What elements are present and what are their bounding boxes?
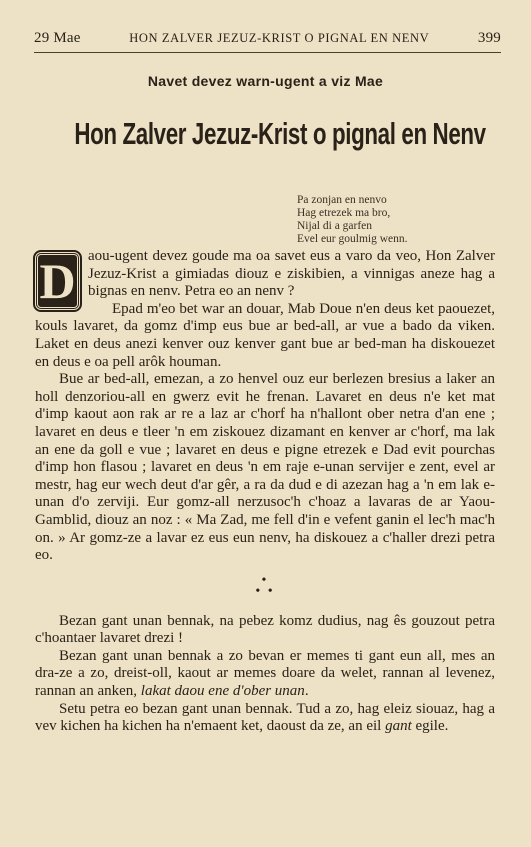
epigraph-line: Evel eur goulmig wenn. <box>297 233 408 245</box>
paragraph: Epad m'eo bet war an douar, Mab Doue n'en deus ket paouezet, kouls lavaret, da gomz d'imp eus bue ar bed-all, ar vue a bado da viken. Laket en deus anezi kenver ouz kenver gant bue ar bed-man ha diskouezet en deus e oa pell arôk houman. <box>35 300 495 370</box>
epigraph-line: Hag etrezek ma bro, <box>297 207 391 219</box>
dropcap-initial: D <box>35 252 80 310</box>
header-date: 29 Mae <box>34 30 81 46</box>
paragraph-text: aou-ugent devez goude ma oa savet eus a varo da veo, Hon Zalver Jezuz-Krist a gimiadas diouz e ziskibien, a vinnigas aneze hag a bignas en nenv. Petra eo an nenv ? <box>88 248 495 300</box>
paragraph: Bezan gant unan bennak a zo bevan er memes ti gant eun all, mes an dra-ze a zo, dreist-oll, kaout ar memes doare da welet, rannan al levenez, rannan an anken, lakat daou ene d'ober unan. <box>35 647 495 700</box>
epigraph-line: Nijal di a garfen <box>297 220 373 232</box>
running-header <box>34 30 501 53</box>
day-heading: Navet devez warn-ugent a viz Mae <box>147 73 384 89</box>
paragraph: Bue ar bed-all, emezan, a zo henvel ouz eur berlezen bresius a laker an holl denzoriou-all en gwerz evit he frenan. Lavaret en deus n'e ket mat d'imp kaout aon rak ar re a laz ar c'horf ha n'hallont ober netra d'an ene ; lavaret en deus e tleer 'n em ziskouez dizamant en kenver ar c'horf, ma lak an ene da goll e vue ; lavaret en deus e pigne etrezek e Dad evit pourchas d'imp hon flasou ; lavaret en deus 'n em raje e-unan servijer e zent, evel ar mestr, hag eur wech deut d'ar gêr, a ra da dud e di azezan hag a 'n em lak e-unan d'o zerviji. Eur gomz-all nerzusoc'h c'hoaz a lavaras de ar Yaou-Gamblid, diouz an noz : « Ma Zad, me fell d'in e vefent ganin el lec'h mac'h on. » Ar gomz-ze a lavar ez eus eun nenv, ha diskouez a c'haller drezi petra eo. <box>35 371 495 564</box>
page-number: 399 <box>477 30 501 46</box>
epigraph <box>297 194 408 246</box>
section-separator: • • • <box>255 572 275 599</box>
italic-word: gant <box>385 718 412 735</box>
paragraph <box>35 248 495 309</box>
page-title: Hon Zalver Jezuz-Krist o pignal en Nenv <box>74 116 486 151</box>
paragraph: Bezan gant unan bennak, na pebez komz dudius, nag ês gouzout petra c'hoantaer lavaret drezi ! <box>35 612 495 647</box>
paragraph: Setu petra eo bezan gant unan bennak. Tud a zo, hag eleiz siouaz, hag a vev kichen ha kichen ha n'emaent ket, daoust da ze, an eil gant egile. <box>35 700 495 735</box>
epigraph-line: Pa zonjan en nenvo <box>297 194 387 206</box>
header-running-title: HON ZALVER JEZUZ-KRIST O PIGNAL EN NENV <box>129 31 430 45</box>
body-text <box>35 248 495 736</box>
italic-phrase: lakat daou ene d'ober unan <box>140 683 305 700</box>
